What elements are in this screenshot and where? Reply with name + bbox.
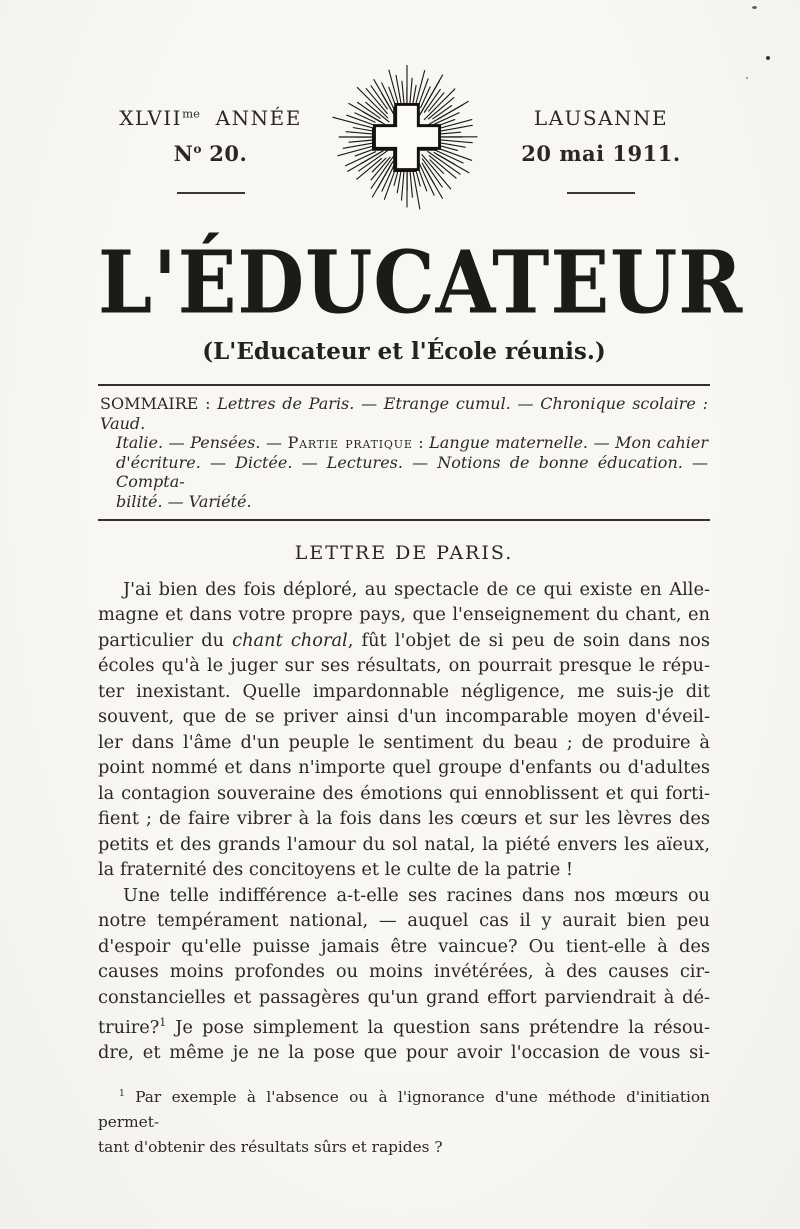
issue-number: $N^o$ 20. xyxy=(173,141,248,166)
page-content xyxy=(98,0,744,1160)
header-rule xyxy=(567,192,635,194)
text-line: d'espoir qu'elle puisse jamais être vaincue? Ou tient-elle à des xyxy=(98,935,710,957)
header-rule xyxy=(177,192,245,194)
text-line: Une telle indifférence a-t-elle ses racines dans nos mœurs ou xyxy=(123,884,710,906)
text-line: la fraternité des concitoyens et le culte de la patrie ! xyxy=(98,859,574,881)
masthead-right-block xyxy=(506,106,696,194)
city-label: LAUSANNE xyxy=(533,106,669,130)
issue-date: 20 mai 1911. xyxy=(521,141,681,166)
journal-title: L'ÉDUCATEUR xyxy=(98,233,744,334)
text-line: petits et des grands l'amour du sol natal, la piété envers les aïeux, xyxy=(98,833,710,855)
swiss-cross-emblem-icon xyxy=(331,64,483,214)
paragraph xyxy=(98,883,710,1066)
text-line: bilité. — Variété. xyxy=(116,491,252,511)
text-line: SOMMAIRE : Lettres de Paris. — Etrange cumul. — Chronique scolaire : Vaud. xyxy=(100,394,709,433)
text-line: ler dans l'âme d'un peuple le sentiment du beau ; de produire à xyxy=(98,731,710,753)
scan-speck xyxy=(746,77,748,79)
article-body xyxy=(98,577,710,1066)
volume-label: $XLVII^{me}$ ANNÉE xyxy=(119,106,302,130)
text-line: notre tempérament national, — auquel cas il y aurait bien peu xyxy=(98,910,710,932)
text-line: truire?$^1$ Je pose simplement la question sans prétendre la résou- xyxy=(98,1016,710,1038)
text-line: magne et dans votre propre pays, que l'enseignement du chant, en xyxy=(98,604,710,626)
text-line: souvent, que de se priver ainsi d'un incomparable moyen d'éveil- xyxy=(98,706,710,728)
paragraph xyxy=(98,577,710,883)
horizontal-rule xyxy=(98,519,710,521)
masthead xyxy=(98,64,710,214)
text-line: $^1$ Par exemple à l'absence ou à l'ignorance d'une méthode d'initiation permet- xyxy=(98,1087,710,1132)
text-line: causes moins profondes ou moins invétérées, à des causes cir- xyxy=(98,961,710,983)
article-heading: LETTRE DE PARIS. xyxy=(294,541,514,564)
footnote xyxy=(98,1081,710,1160)
masthead-left-block xyxy=(98,106,323,194)
text-line: constancielles et passagères qu'un grand effort parviendrait à dé- xyxy=(98,986,710,1008)
text-line: Italie. — Pensées. — Partie pratique : Langue maternelle. — Mon cahier xyxy=(116,433,709,453)
text-line: J'ai bien des fois déploré, au spectacle de ce qui existe en Alle- xyxy=(123,578,710,600)
sommaire-block xyxy=(98,386,710,519)
text-line: point nommé et dans n'importe quel groupe d'enfants ou d'adultes xyxy=(98,757,710,779)
text-line: particulier du chant choral, fût l'objet de si peu de soin dans nos xyxy=(98,629,710,651)
scan-speck xyxy=(752,6,757,9)
text-line: ter inexistant. Quelle impardonnable négligence, me suis-je dit xyxy=(98,680,710,702)
text-line: fient ; de faire vibrer à la fois dans les cœurs et sur les lèvres des xyxy=(98,808,710,830)
text-line: tant d'obtenir des résultats sûrs et rapides ? xyxy=(98,1138,443,1157)
journal-subtitle: (L'Educateur et l'École réunis.) xyxy=(202,338,606,365)
text-line: la contagion souveraine des émotions qui ennoblissent et qui forti- xyxy=(98,782,710,804)
text-line: d'écriture. — Dictée. — Lectures. — Notions de bonne éducation. — Compta- xyxy=(116,452,708,492)
text-line: dre, et même je ne la pose que pour avoir l'occasion de vous si- xyxy=(98,1042,710,1064)
scan-speck xyxy=(766,56,770,60)
text-line: écoles qu'à le juger sur ses résultats, on pourrait presque le répu- xyxy=(98,655,710,677)
